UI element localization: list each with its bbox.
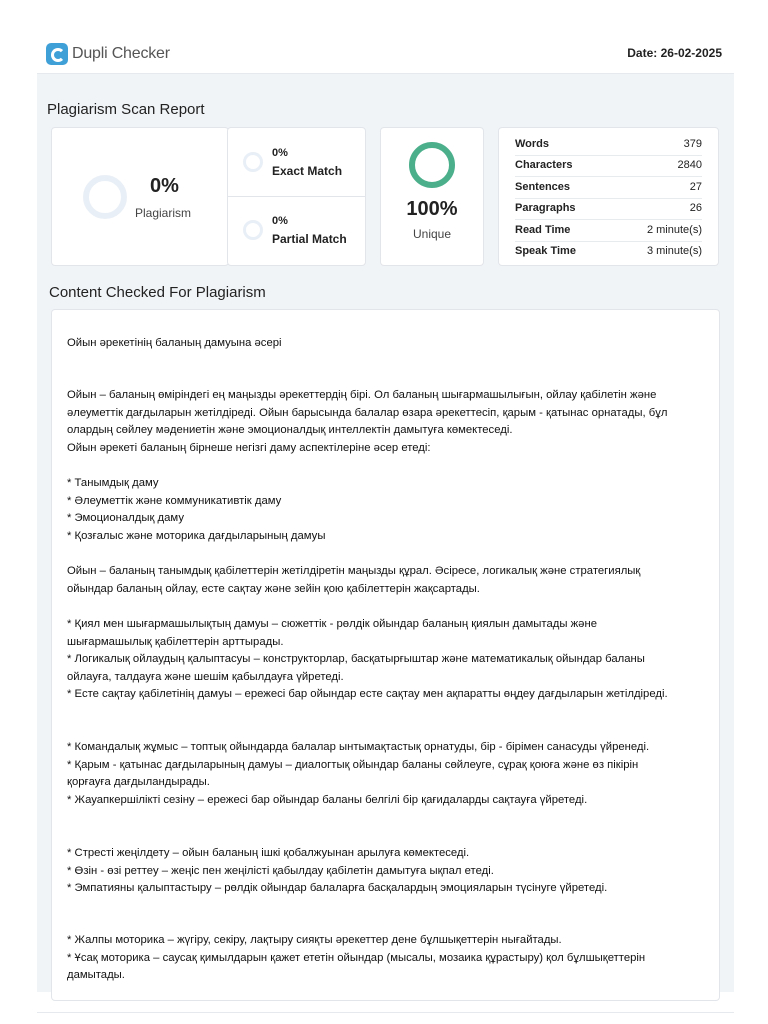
- stat-row-sentences: [515, 177, 702, 199]
- text-line: * Жауапкершілікті сезіну – ережесі бар ойындар баланы белгілі бір қағидаларды сақтауға үйретеді.: [67, 793, 588, 806]
- text-line: ойындар баланың ойлау, есте сақтау және зейін қою қабілеттерін жақсартады.: [67, 582, 480, 595]
- text-line: * Жалпы моторика – жүгіру, секіру, лақтыру сияқты әрекеттер дене бұлшықеттерін нығайтады.: [67, 934, 562, 946]
- exact-match-label: Exact Match: [272, 164, 343, 178]
- text-line: дамытады.: [67, 969, 125, 982]
- paragraph: [67, 932, 707, 985]
- text-line: * Стресті жеңілдету – ойын баланың ішкі қобалжуынан арылуға көмектеседі.: [67, 847, 470, 859]
- paragraph: [67, 475, 707, 545]
- report-date: Date: 26-02-2025: [627, 46, 722, 60]
- text-line: ойлауға, талдауға және шешім қабылдауға үйретеді.: [67, 670, 344, 683]
- text-line: * Эмпатияны қалыптастыру – рөлдік ойындар балаларға басқалардың эмоцияларын түсінуге үйретеді.: [67, 882, 608, 895]
- content-box: [51, 309, 720, 1001]
- logo-icon: [46, 43, 68, 65]
- stat-value: 3 minute(s): [646, 245, 702, 257]
- match-divider: [228, 196, 365, 197]
- logo: [46, 43, 170, 65]
- text-line: * Логикалық ойлаудың қалыптасуы – конструкторлар, басқатырғыштар және математикалық ойындар баланы: [67, 653, 645, 666]
- stat-row-words: [515, 134, 702, 156]
- plagiarism-percent: 0%: [150, 175, 179, 197]
- logo-text: Dupli Checker: [72, 45, 170, 62]
- plagiarism-ring-icon: [83, 175, 127, 219]
- stat-key: Sentences: [515, 181, 571, 193]
- scan-report-title: Plagiarism Scan Report: [47, 101, 205, 118]
- unique-label: Unique: [412, 227, 452, 241]
- text-line: * Ұсақ моторика – саусақ қимылдарын қажет ететін ойындар (мысалы, мозаика құрастыру) қол бұлшықеттерін: [67, 951, 646, 964]
- unique-ring-icon: [409, 142, 455, 188]
- unique-percent: 100%: [406, 198, 458, 220]
- exact-match-ring-icon: [243, 152, 263, 172]
- text-line: шығармашылық қабілеттерін арттырады.: [67, 635, 284, 648]
- stat-value: 26: [689, 202, 702, 214]
- exact-match-percent: 0%: [272, 147, 288, 159]
- stat-value: 2 minute(s): [646, 224, 702, 236]
- stat-key: Paragraphs: [515, 202, 576, 214]
- text-line: * Қозғалыс және моторика дағдыларының дамуы: [67, 529, 326, 542]
- text-line: Ойын – баланың өміріндегі ең маңызды әрекеттердің бірі. Ол баланың шығармашылығын, ойлау қабілетін және: [67, 389, 657, 401]
- text-line: қорғауға дағдыландырады.: [67, 776, 210, 789]
- text-line: * Қиял мен шығармашылықтың дамуы – сюжеттік - рөлдік ойындар баланың қиялын дамытады және: [67, 618, 597, 630]
- text-line: * Командалық жұмыс – топтық ойындарда балалар ынтымақтастық орнатуды, бір - бірімен санасуды үйренеді.: [67, 741, 650, 753]
- stats-card: [498, 127, 719, 266]
- stat-row-paragraphs: [515, 198, 702, 220]
- stat-key: Words: [515, 138, 550, 150]
- partial-match-ring-icon: [243, 220, 263, 240]
- text-line: * Танымдық даму: [67, 477, 159, 489]
- text-line: * Өзін - өзі реттеу – жеңіс пен жеңілісті қабылдау қабілетін дамытуға ықпал етеді.: [67, 864, 494, 877]
- stat-row-characters: [515, 155, 702, 177]
- text-line: Ойын әрекетінің баланың дамуына әсері: [67, 337, 282, 349]
- stat-value: 379: [683, 138, 702, 150]
- text-line: * Қарым - қатынас дағдыларының дамуы – диалогтық ойындар баланы сөйлеуге, сұрақ қоюға және өз пікірін: [67, 758, 639, 771]
- paragraph: [67, 845, 707, 898]
- report-header: [0, 0, 768, 74]
- stat-row-read-time: [515, 220, 702, 242]
- match-card: [227, 127, 366, 266]
- stat-value: 27: [689, 181, 702, 193]
- paragraph: [67, 387, 707, 457]
- text-line: * Эмоционалдық даму: [67, 512, 184, 525]
- footer-divider: [37, 1012, 734, 1013]
- partial-match-percent: 0%: [272, 215, 288, 227]
- content-title: Content Checked For Plagiarism: [49, 284, 266, 301]
- paragraph: [67, 616, 707, 704]
- plagiarism-card: [51, 127, 229, 266]
- text-line: Ойын әрекеті баланың бірнеше негізгі даму аспектілеріне әсер етеді:: [67, 441, 431, 454]
- text-line: әлеуметтік дағдыларын жетілдіреді. Ойын барысында балалар өзара әрекеттесіп, қарым - қатынас орнатады, бұл: [67, 406, 668, 419]
- text-line: * Есте сақтау қабілетінің дамуы – ережесі бар ойындар есте сақтау мен ақпаратты өңдеу дағдыларын жетілдіреді.: [67, 688, 668, 701]
- stat-key: Read Time: [515, 224, 571, 236]
- plagiarism-label: Plagiarism: [135, 206, 192, 220]
- paragraph: [67, 335, 707, 353]
- paragraph: [67, 739, 707, 809]
- partial-match-label: Partial Match: [272, 232, 347, 246]
- text-line: Ойын – баланың танымдық қабілеттерін жетілдіретін маңызды құрал. Әсіресе, логикалық және стратегиялық: [67, 565, 641, 577]
- paragraph: [67, 563, 707, 598]
- stat-row-speak-time: [515, 241, 702, 262]
- text-line: * Әлеуметтік және коммуникативтік даму: [67, 494, 282, 507]
- stat-value: 2840: [677, 159, 702, 171]
- text-line: олардың сөйлеу мәдениетін және эмоционалдық интеллектін дамытуға көмектеседі.: [67, 424, 513, 437]
- unique-card: [380, 127, 484, 266]
- stat-key: Characters: [515, 159, 573, 171]
- stat-key: Speak Time: [515, 245, 576, 257]
